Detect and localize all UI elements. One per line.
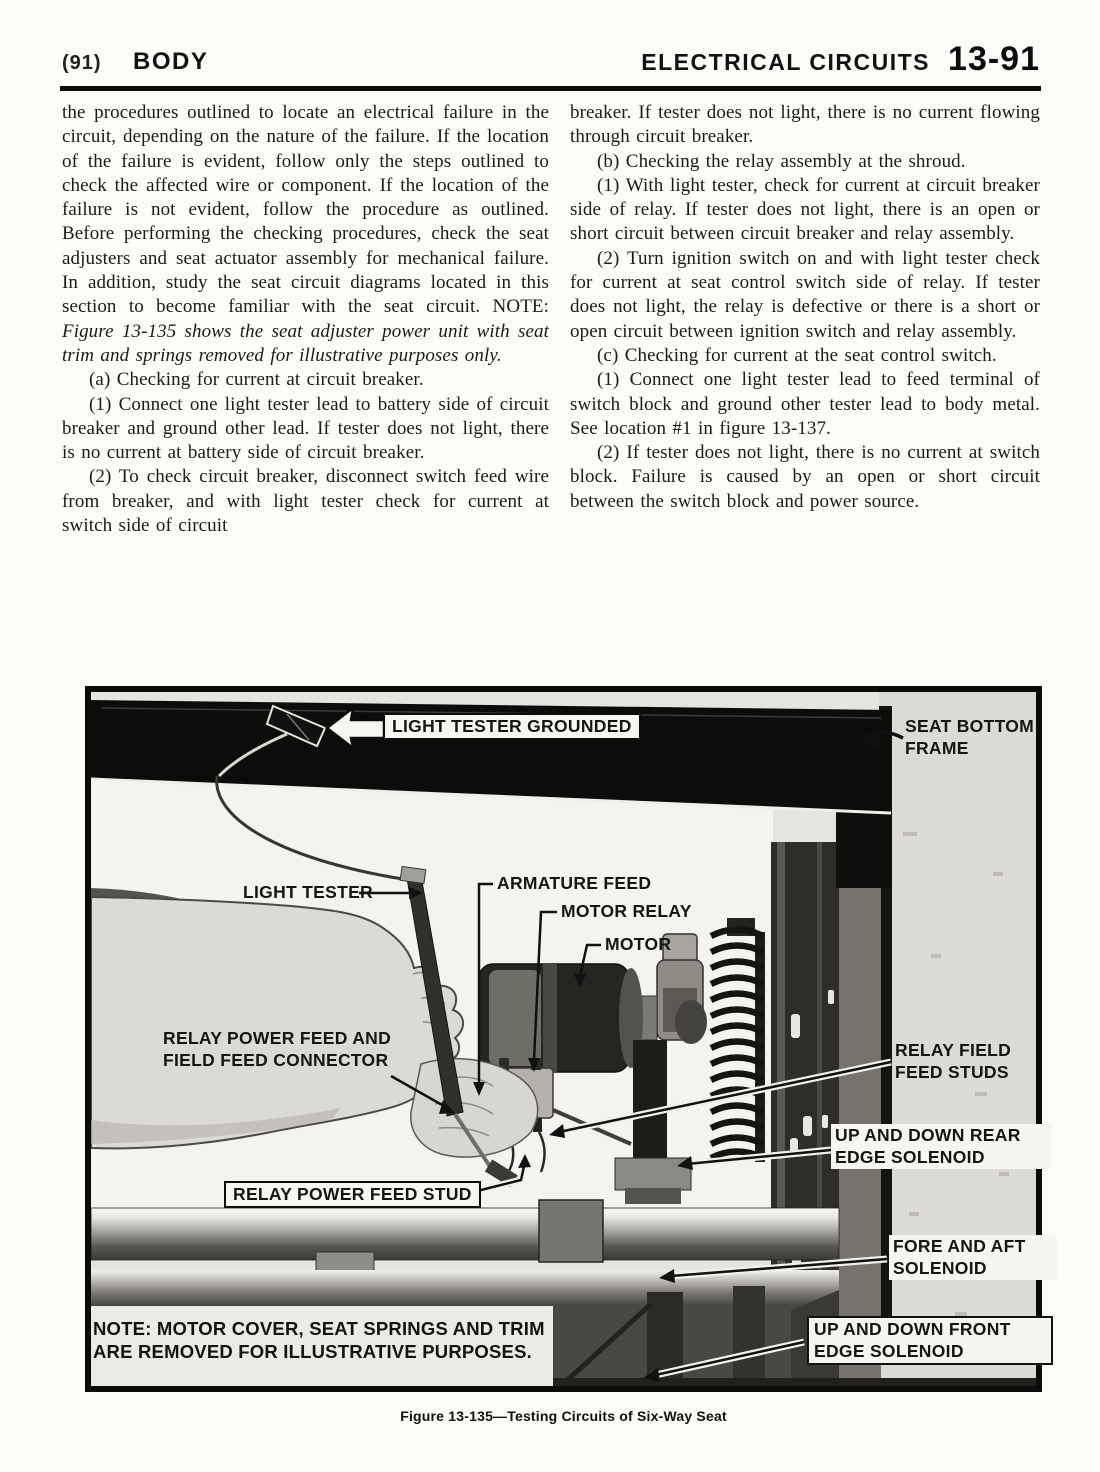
right-column <box>570 101 1040 514</box>
label-motor: MOTOR <box>605 934 672 954</box>
paragraph-c: (c) Checking for current at the seat control switch. <box>597 344 997 366</box>
paragraph-b1: (1) With light tester, check for current at circuit breaker side of relay. If tester does not light, there is an open or short circuit between circuit breaker and relay assembly. <box>570 174 1040 245</box>
figure-caption: Figure 13-135—Testing Circuits of Six-Way Seat <box>400 1408 727 1424</box>
paragraph-intro-italic: Figure 13-135 shows the seat adjuster power unit with seat trim and springs removed for illustrative purposes only. <box>62 320 549 366</box>
label-armature-feed: ARMATURE FEED <box>497 873 652 893</box>
label-relay-power-feed-connector: RELAY POWER FEED AND FIELD FEED CONNECTOR <box>163 1028 392 1070</box>
paragraph-b: (b) Checking the relay assembly at the shroud. <box>597 150 966 172</box>
header-section: BODY <box>133 48 209 75</box>
paragraph-a1: (1) Connect one light tester lead to battery side of circuit breaker and ground other lead. If tester does not light, there is no current at battery side of circuit breaker. <box>62 393 549 464</box>
paragraph-a: (a) Checking for current at circuit breaker. <box>89 369 424 391</box>
header-chapter: ELECTRICAL CIRCUITS <box>641 49 931 75</box>
label-relay-field-feed-studs: RELAY FIELD FEED STUDS <box>895 1040 1012 1082</box>
label-light-tester-grounded: LIGHT TESTER GROUNDED <box>383 713 641 740</box>
paragraph-c2: (2) If tester does not light, there is no current at switch block. Failure is caused by an open or short circuit between the switch block and power source. <box>570 442 1040 512</box>
label-fore-aft-solenoid: FORE AND AFT SOLENOID <box>889 1235 1057 1280</box>
label-seat-bottom-frame: SEAT BOTTOM FRAME <box>905 716 1035 758</box>
header-page-number: 13-91 <box>948 40 1040 78</box>
label-up-down-rear-solenoid: UP AND DOWN REAR EDGE SOLENOID <box>831 1124 1051 1169</box>
label-motor-relay: MOTOR RELAY <box>561 901 692 921</box>
header-rule <box>60 86 1041 91</box>
paragraph-b2: (2) Turn ignition switch on and with light tester check for current at seat control switch side of relay. If tester does not light, the relay is defective or there is a short or open circuit between ignition switch and relay assembly. <box>570 247 1040 342</box>
label-light-tester: LIGHT TESTER <box>243 882 373 902</box>
paragraph-a2: (2) To check circuit breaker, disconnect switch feed wire from breaker, and with light tester check for current at switch side of circuit <box>62 466 549 537</box>
paragraph-continuation: breaker. If tester does not light, there is no current flowing through circuit breaker. <box>570 102 1040 148</box>
paragraph-intro-text: the procedures outlined to locate an electrical failure in the circuit, depending on the nature of the failure. If the location of the failure is evident, follow only the steps outlined to check the affected wire or component. If the location of the failure is not evident, follow the procedure as outlined. Before performing the checking procedures, check the seat adjusters and seat actuator assembly for mechanical failure. In addition, study the seat circuit diagrams located in this section to become familiar with the seat circuit. NOTE: <box>62 102 549 318</box>
figure-note: NOTE: MOTOR COVER, SEAT SPRINGS AND TRIM ARE REMOVED FOR ILLUSTRATIVE PURPOSES. <box>93 1318 545 1362</box>
left-column <box>62 101 549 538</box>
paragraph-intro <box>62 101 549 368</box>
paragraph-c1: (1) Connect one light tester lead to feed terminal of switch block and ground other tester lead to body metal. See location #1 in figure 13-137. <box>570 369 1040 439</box>
label-relay-power-feed-stud: RELAY POWER FEED STUD <box>224 1181 481 1208</box>
header-page-ref: (91) <box>62 52 102 74</box>
header-right-group <box>641 40 1040 79</box>
label-up-down-front-solenoid: UP AND DOWN FRONT EDGE SOLENOID <box>807 1316 1053 1365</box>
figure-13-135 <box>85 686 1042 1392</box>
